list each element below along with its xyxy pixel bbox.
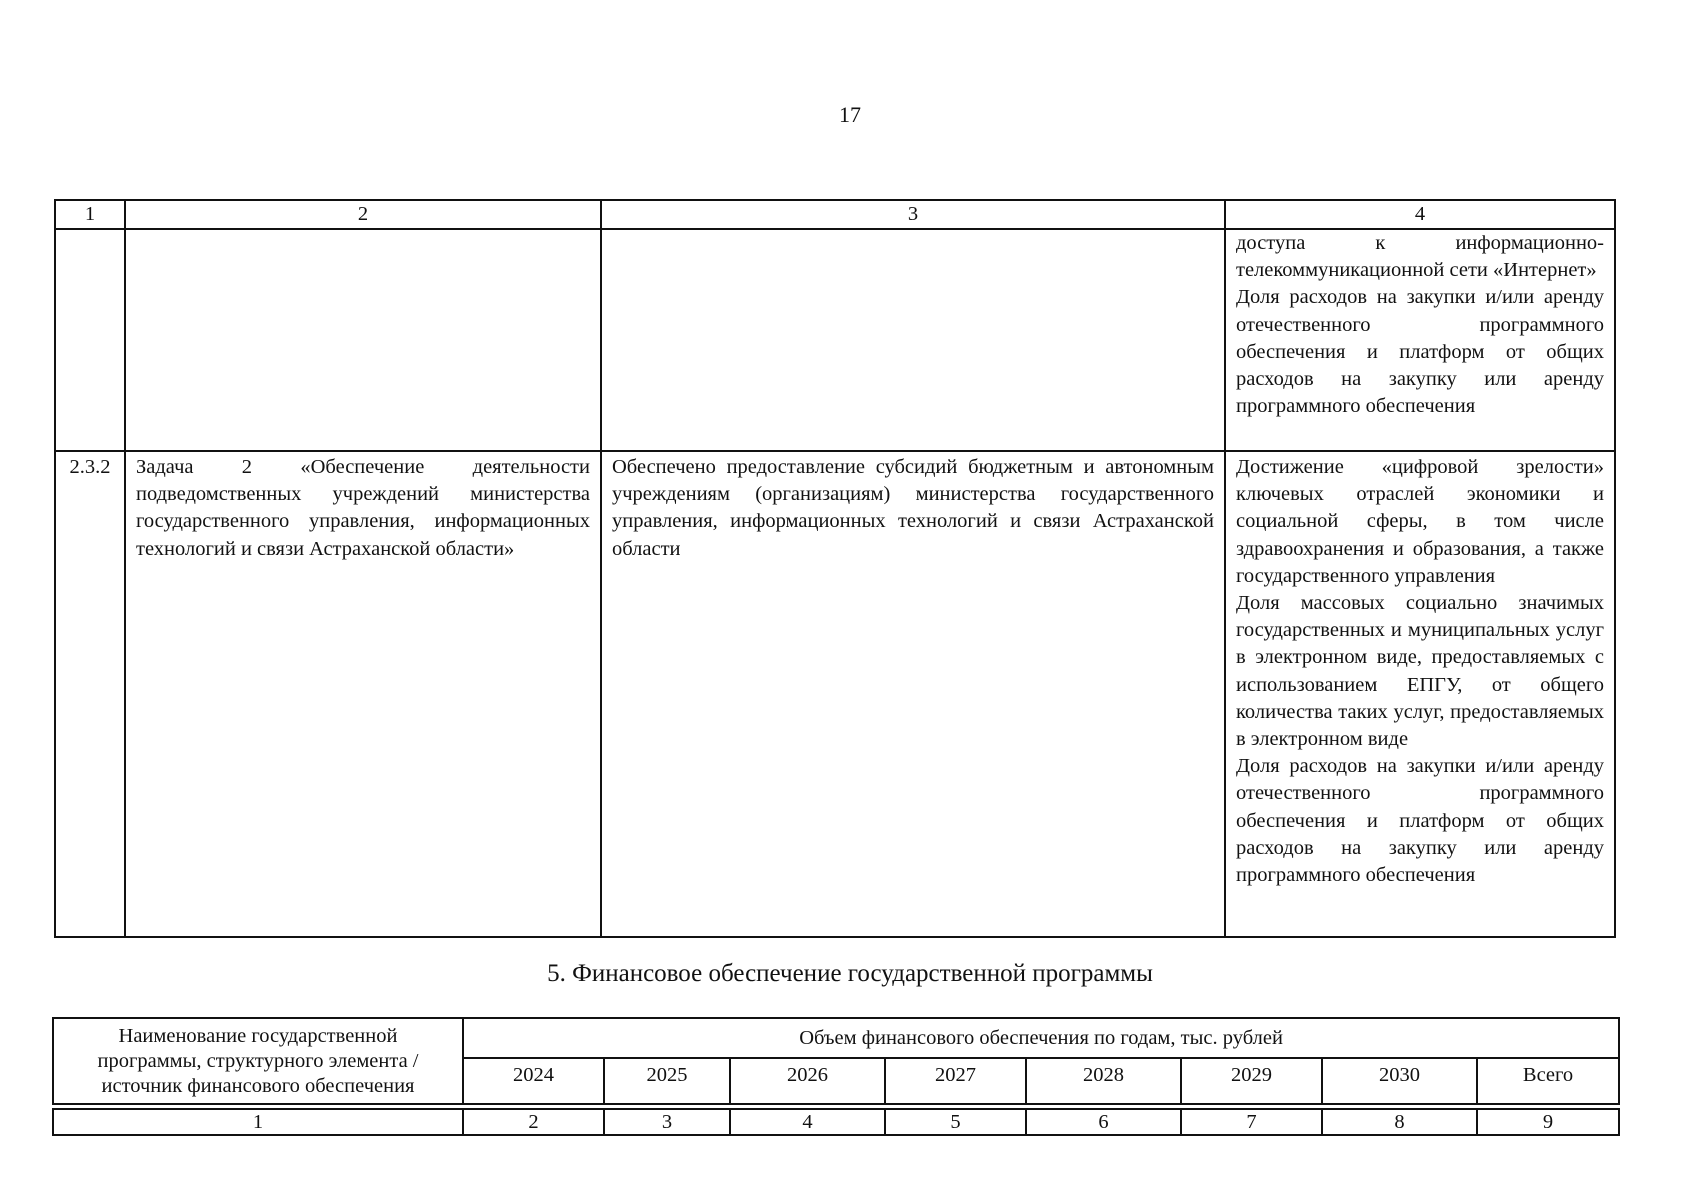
empty-cell bbox=[55, 229, 125, 451]
indicator-text: Доля массовых социально значимых государственных и муниципальных услуг в электронном виде, предоставляемых с использованием ЕПГУ, от общего количества таких услуг, предоставляемых в электронном виде bbox=[1236, 592, 1604, 751]
total-header: Всего bbox=[1477, 1058, 1619, 1104]
indicator-text: Достижение «цифровой зрелости» ключевых отраслей экономики и социальной сферы, в том числе здравоохранения и образования, а также государственного управления bbox=[1236, 456, 1604, 587]
column-number-cell: 6 bbox=[1026, 1109, 1181, 1135]
measures-table bbox=[54, 199, 1616, 938]
year-header: 2029 bbox=[1181, 1058, 1322, 1104]
column-number-cell: 4 bbox=[730, 1109, 885, 1135]
empty-cell bbox=[601, 229, 1225, 451]
indicator-text: Доля расходов на закупки и/или аренду отечественного программного обеспечения и платформ от общих расходов на закупку или аренду программного обеспечения bbox=[1236, 755, 1604, 887]
table-row bbox=[53, 1109, 1619, 1135]
column-number-cell: 9 bbox=[1477, 1109, 1619, 1135]
table-row bbox=[55, 229, 1615, 451]
table-header-row bbox=[55, 200, 1615, 229]
task-cell: Задача 2 «Обеспечение деятельности подведомственных учреждений министерства государственного управления, информационных технологий и связи Астраханской области» bbox=[125, 451, 601, 937]
column-number-cell: 7 bbox=[1181, 1109, 1322, 1135]
column-number-cell: 4 bbox=[1225, 200, 1615, 229]
table-row bbox=[55, 451, 1615, 937]
result-cell: Обеспечено предоставление субсидий бюджетным и автономным учреждениям (организациям) министерства государственного управления, информационных технологий и связи Астраханской области bbox=[601, 451, 1225, 937]
year-header: 2027 bbox=[885, 1058, 1026, 1104]
column-number-cell: 5 bbox=[885, 1109, 1026, 1135]
section-title: 5. Финансовое обеспечение государственной программы bbox=[547, 960, 1153, 987]
column-number-cell: 3 bbox=[604, 1109, 730, 1135]
column-number-cell: 1 bbox=[53, 1109, 463, 1135]
indicator-text: доступа к информационно-телекоммуникационной сети «Интернет» bbox=[1236, 232, 1604, 282]
column-number-cell: 1 bbox=[55, 200, 125, 229]
volume-column-header: Объем финансового обеспечения по годам, тыс. рублей bbox=[463, 1018, 1619, 1058]
column-number-cell: 2 bbox=[125, 200, 601, 229]
financing-table-header bbox=[52, 1017, 1620, 1105]
indicators-cell bbox=[1225, 451, 1615, 937]
column-number-cell: 2 bbox=[463, 1109, 604, 1135]
year-header: 2030 bbox=[1322, 1058, 1477, 1104]
empty-cell bbox=[125, 229, 601, 451]
financing-column-numbers bbox=[52, 1108, 1620, 1136]
column-number-cell: 3 bbox=[601, 200, 1225, 229]
column-number-cell: 8 bbox=[1322, 1109, 1477, 1135]
year-header: 2028 bbox=[1026, 1058, 1181, 1104]
table-header-row bbox=[53, 1018, 1619, 1058]
indicators-cell bbox=[1225, 229, 1615, 451]
year-header: 2026 bbox=[730, 1058, 885, 1104]
year-header: 2025 bbox=[604, 1058, 730, 1104]
row-number: 2.3.2 bbox=[55, 451, 125, 937]
page-number: 17 bbox=[839, 102, 861, 127]
indicator-text: Доля расходов на закупки и/или аренду отечественного программного обеспечения и платформ от общих расходов на закупку или аренду программного обеспечения bbox=[1236, 286, 1604, 418]
name-column-header: Наименование государственной программы, структурного элемента / источник финансового обеспечения bbox=[53, 1018, 463, 1104]
year-header: 2024 bbox=[463, 1058, 604, 1104]
